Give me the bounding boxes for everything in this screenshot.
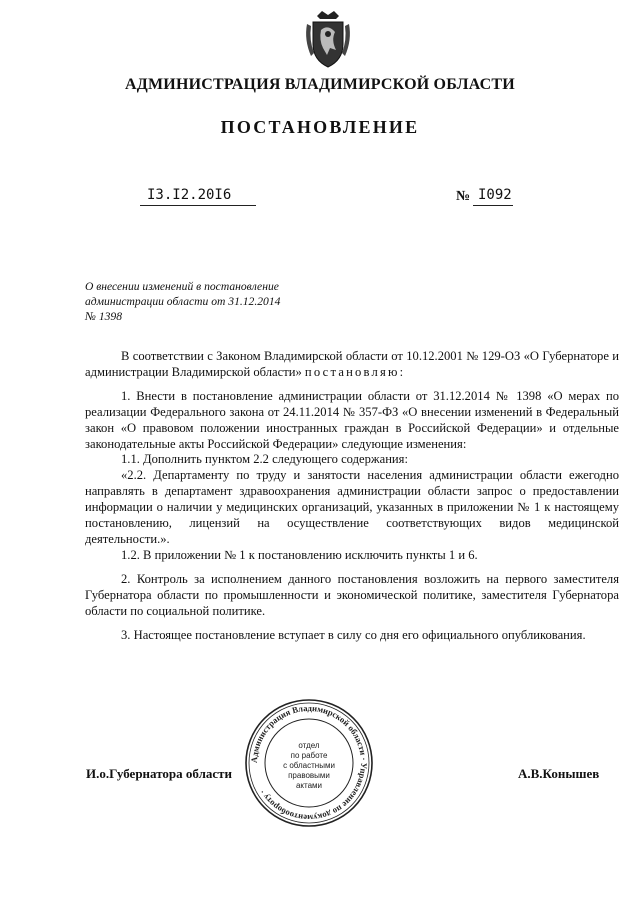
item-3-paragraph: 3. Настоящее постановление вступает в силу со дня его официального опубликования. <box>121 627 586 642</box>
stamp-line: с областными <box>283 761 335 770</box>
item-2-paragraph: 2. Контроль за исполнением данного постановления возложить на первого заместителя Губернатора области по промышленности и экономической политике, заместителя Губернатора области по социальной политике. <box>85 571 619 618</box>
stamp-center-text <box>258 741 360 791</box>
item-1-2-paragraph: 1.2. В приложении № 1 к постановлению исключить пункты 1 и 6. <box>121 547 478 562</box>
stamp-line: отдел <box>298 741 320 750</box>
document-number: I092 <box>478 187 512 203</box>
subject-line: № 1398 <box>85 310 123 323</box>
stamp-line: правовыми <box>288 771 330 780</box>
signatory-position: И.о.Губернатора области <box>86 766 233 781</box>
document-type: ПОСТАНОВЛЕНИЕ <box>220 117 420 137</box>
subject-line: О внесении изменений в постановление <box>85 280 279 293</box>
number-sign: № <box>456 189 471 204</box>
quoted-paragraph: «2.2. Департаменту по труду и занятости населения администрации области ежегодно направлять в департамент здравоохранения администрации области запрос о предоставлении информации о наличии у медицинских организаций, указанных в приложении № 1 к настоящему постановлению, лицензий на осуществление соответствующих видов медицинской деятельности.». <box>85 468 619 546</box>
signatory-name: А.В.Конышев <box>518 766 600 781</box>
preamble-verb: постановляю: <box>304 364 406 379</box>
item-1-paragraph: 1. Внести в постановление администрации области от 31.12.2014 № 1398 «О мерах по реализации Федерального закона от 24.11.2014 № 357-ФЗ «О внесении изменений в Федеральный закон «О правовом положении иностранных граждан в Российской Федерации» и отдельные законодательные акты Российской Федерации» следующие изменения: <box>85 388 619 451</box>
number-underline <box>473 205 513 206</box>
preamble-text: В соответствии с Законом Владимирской области от 10.12.2001 № 129-ОЗ «О Губернаторе и администрации Владимирской области» <box>85 349 619 379</box>
subject-line: администрации области от 31.12.2014 <box>85 295 281 308</box>
item-1-1-paragraph: 1.1. Дополнить пунктом 2.2 следующего содержания: <box>121 452 408 467</box>
stamp-line: по работе <box>290 751 328 760</box>
stamp-line: актами <box>295 781 323 790</box>
document-body <box>85 349 619 643</box>
organization-title: АДМИНИСТРАЦИЯ ВЛАДИМИРСКОЙ ОБЛАСТИ <box>125 76 515 93</box>
preamble-paragraph <box>85 349 619 381</box>
stamp-ring-text: Администрация Владимирской области · Управление по документообороту · <box>248 702 370 824</box>
document-date: I3.I2.20I6 <box>147 187 232 203</box>
date-underline <box>140 205 256 206</box>
document-subject <box>85 279 315 324</box>
coat-of-arms-icon <box>303 10 353 70</box>
